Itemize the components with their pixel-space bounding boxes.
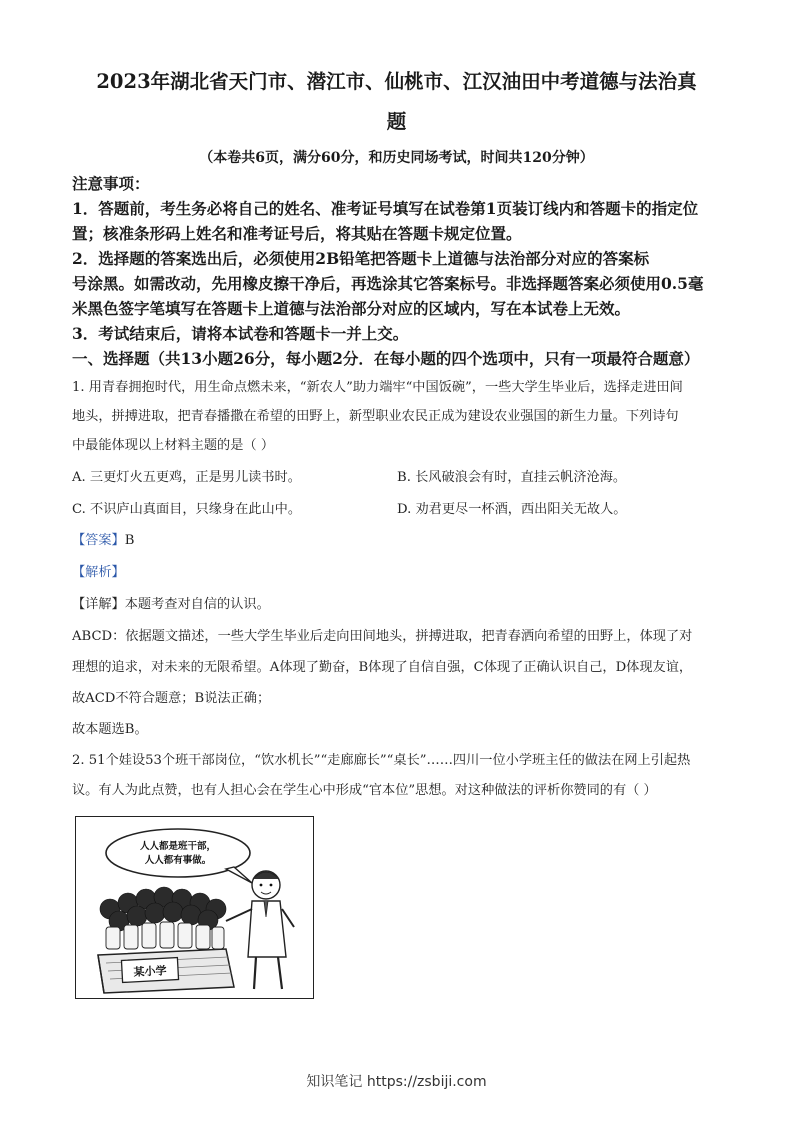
q1-option-b: B. 长风破浪会有时，直挂云帆济沧海。 bbox=[397, 470, 627, 485]
q1-option-a: A. 三更灯火五更鸡，正是男儿读书时。 bbox=[72, 470, 301, 485]
q1-explain-line: ABCD：依据题文描述，一些大学生毕业后走向田间地头，拼搏进取，把青春洒向希望的田野上，体现了对 bbox=[72, 629, 693, 644]
q1-option-c: C. 不识庐山真面目，只缘身在此山中。 bbox=[72, 502, 302, 517]
notes-line: 置；核准条形码上姓名和准考证号后，将其贴在答题卡规定位置。 bbox=[72, 224, 522, 243]
exam-subtitle: （本卷共6页，满分60分，和历史同场考试，时间共120分钟） bbox=[199, 150, 594, 166]
q2-stem-line: 议。有人为此点赞，也有人担心会在学生心中形成“官本位”思想。对这种做法的评析你赞同的有（ ） bbox=[72, 783, 657, 798]
notes-line: 1．答题前，考生务必将自己的姓名、准考证号填写在试卷第1页装订线内和答题卡的指定位 bbox=[72, 199, 699, 218]
q1-answer bbox=[72, 529, 134, 548]
q2-stem-line: 2. 51个娃设53个班干部岗位，“饮水机长”“走廊廊长”“桌长”……四川一位小学班主任的做法在网上引起热 bbox=[72, 753, 691, 768]
bubble-text-2: 人人都有事做。 bbox=[144, 855, 212, 866]
q1-stem-line: 中最能体现以上材料主题的是（ ） bbox=[72, 438, 275, 453]
analysis-tag: 【解析】 bbox=[72, 565, 125, 580]
section-heading: 一、选择题（共13小题26分，每小题2分．在每小题的四个选项中，只有一项最符合题意） bbox=[72, 349, 700, 368]
notes-line: 2．选择题的答案选出后，必须使用2B铅笔把答题卡上道德与法治部分对应的答案标 bbox=[72, 249, 650, 268]
footer-watermark: 知识笔记 https://zsbiji.com bbox=[306, 1074, 487, 1090]
notes-heading: 注意事项： bbox=[72, 174, 150, 193]
q1-stem-line: 地头，拼搏进取，把青春播撒在希望的田野上，新型职业农民正成为建设农业强国的新生力量。下列诗句 bbox=[72, 409, 679, 424]
answer-tag: 【答案】 bbox=[72, 533, 125, 548]
q1-explain-line: 故本题选B。 bbox=[72, 722, 148, 737]
detail-tag: 【详解】 bbox=[72, 597, 125, 612]
detail-text: 本题考查对自信的认识。 bbox=[124, 597, 270, 612]
notes-line: 号涂黑。如需改动，先用橡皮擦干净后，再选涂其它答案标号。非选择题答案必须使用0.5毫 bbox=[72, 274, 704, 293]
bubble-text-1: 人人都是班干部， bbox=[139, 841, 217, 852]
q1-option-d: D. 劝君更尽一杯酒，西出阳关无故人。 bbox=[397, 502, 627, 517]
notes-line: 3．考试结束后，请将本试卷和答题卡一并上交。 bbox=[72, 324, 409, 343]
q1-explain-line: 故ACD不符合题意；B说法正确； bbox=[72, 691, 271, 706]
exam-title-line1: 2023年湖北省天门市、潜江市、仙桃市、江汉油田中考道德与法治真 bbox=[96, 70, 697, 93]
q1-explain-line: 理想的追求，对未来的无限希望。A体现了勤奋，B体现了自信自强，C体现了正确认识自己，D体现友谊， bbox=[72, 660, 693, 675]
notes-line: 米黑色签字笔填写在答题卡上道德与法治部分对应的区域内，写在本试卷上无效。 bbox=[72, 299, 631, 318]
q1-stem-line: 1. 用青春拥抱时代，用生命点燃未来，“新农人”助力端牢“中国饭碗”，一些大学生毕业后，选择走进田间 bbox=[72, 380, 683, 395]
q1-detail bbox=[72, 593, 270, 612]
cartoon-illustration bbox=[76, 817, 313, 998]
book-label: 某小学 bbox=[133, 964, 167, 979]
exam-title-line2: 题 bbox=[386, 110, 407, 133]
answer-value: B bbox=[124, 533, 135, 548]
q2-cartoon bbox=[75, 816, 314, 999]
